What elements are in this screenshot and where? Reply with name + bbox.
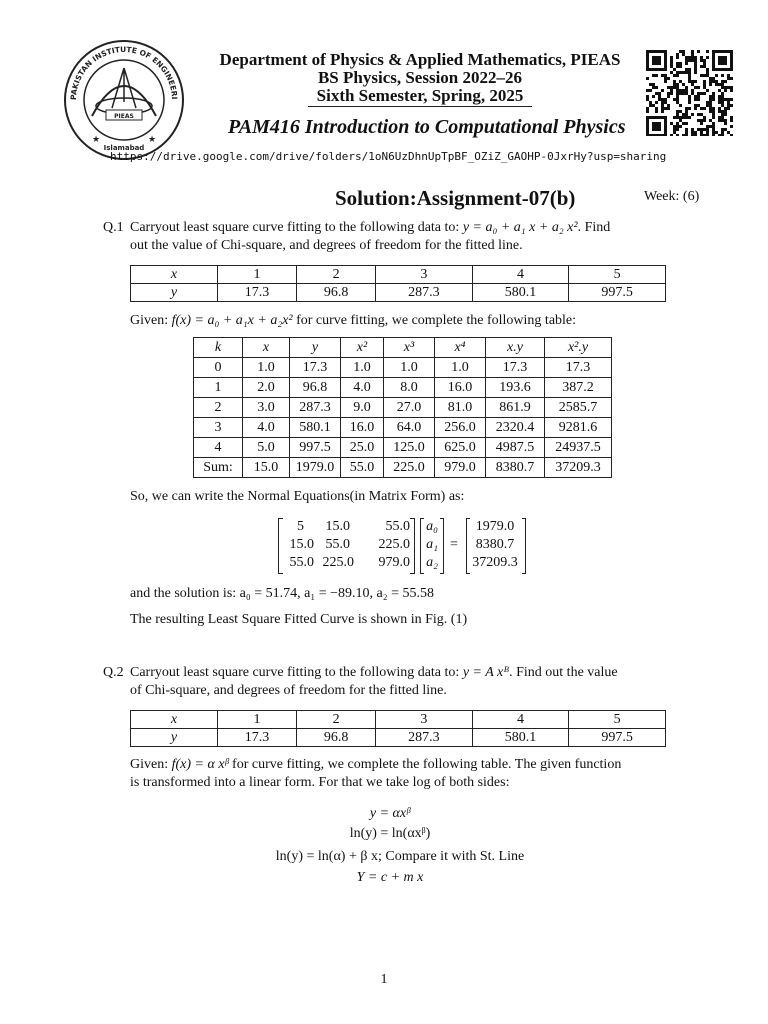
table-cell: 96.8 (297, 284, 376, 302)
matrix-cell: 225.0 (322, 555, 354, 570)
table-cell: 27.0 (384, 398, 435, 418)
unknown-cell: a₁ (426, 537, 438, 552)
matrix-cell: 55.0 (325, 537, 350, 552)
table-cell: 225.0 (384, 458, 435, 478)
column-header: y (290, 338, 341, 358)
matrix-cell: 15.0 (289, 537, 314, 552)
table-cell: 1 (194, 378, 243, 398)
table-cell: 287.3 (290, 398, 341, 418)
table-cell: 580.1 (472, 284, 569, 302)
table-cell: 37209.3 (545, 458, 612, 478)
table-cell: 4 (472, 266, 569, 284)
sum-row (194, 458, 612, 478)
table-cell: 193.6 (486, 378, 545, 398)
q1-computation-table (193, 337, 612, 478)
table-cell: 17.3 (486, 358, 545, 378)
q1-data-table (130, 265, 666, 302)
q2-equation-1: y = αxᵝ (369, 806, 411, 821)
equals-sign: = (450, 537, 458, 552)
pieas-logo (62, 38, 186, 162)
table-row (131, 284, 666, 302)
matrix-cell: 15.0 (325, 519, 350, 534)
table-row (131, 729, 666, 747)
table-cell: 55.0 (341, 458, 384, 478)
svg-text:Islamabad: Islamabad (103, 144, 145, 152)
svg-text:★: ★ (148, 134, 157, 144)
q1-prompt: Carryout least square curve fitting to the following data to: y = a₀ + a₁ x + a₂ x². Find out the value of Chi-square, and degrees of freedom for the fitted line. (130, 220, 611, 253)
week-label: Week: (6) (644, 189, 700, 204)
rhs-cell: 37209.3 (472, 555, 518, 570)
table-cell: 4 (194, 438, 243, 458)
qr-code (646, 50, 734, 136)
matrix-cell: 55.0 (385, 519, 410, 534)
column-header: x³ (384, 338, 435, 358)
table-cell: 580.1 (472, 729, 569, 747)
table-cell: 9281.6 (545, 418, 612, 438)
table-cell: 1.0 (384, 358, 435, 378)
table-cell: 2585.7 (545, 398, 612, 418)
course-title: PAM416 Introduction to Computational Physics (228, 116, 626, 138)
q2-given: Given: f(x) = α xᵝ for curve fitting, we complete the following table. The given function is transformed into a linear form. For that we take log of both sides: (130, 757, 622, 790)
table-cell: 861.9 (486, 398, 545, 418)
column-header: x² (341, 338, 384, 358)
table-cell: 81.0 (435, 398, 486, 418)
table-cell: 1.0 (341, 358, 384, 378)
q1-matrix-equation (278, 518, 528, 574)
table-row (131, 266, 666, 284)
table-cell: 3 (376, 266, 473, 284)
table-row (194, 418, 612, 438)
matrix-cell: 55.0 (289, 555, 314, 570)
table-cell: 997.5 (290, 438, 341, 458)
q2-data-table (130, 710, 666, 747)
matrix-bracket (410, 518, 415, 574)
matrix-cell: 5 (297, 519, 304, 534)
table-cell: y (131, 284, 218, 302)
table-cell: 64.0 (384, 418, 435, 438)
table-cell: 15.0 (243, 458, 290, 478)
table-cell: 5 (569, 711, 666, 729)
rhs-bracket (522, 518, 526, 574)
table-cell: 9.0 (341, 398, 384, 418)
q2-equation-4: Y = c + m x (356, 870, 424, 885)
session-line: BS Physics, Session 2022–26 (317, 68, 523, 87)
table-cell: 17.3 (290, 358, 341, 378)
rhs-cell: 8380.7 (475, 537, 515, 552)
table-cell: 17.3 (218, 729, 297, 747)
table-cell: 4.0 (243, 418, 290, 438)
table-cell: 2320.4 (486, 418, 545, 438)
table-cell: 1.0 (435, 358, 486, 378)
unknown-cell: a₂ (426, 555, 438, 570)
matrix-cell: 225.0 (378, 537, 410, 552)
rhs-cell: 1979.0 (475, 519, 515, 534)
table-cell: 256.0 (435, 418, 486, 438)
table-cell: 96.8 (297, 729, 376, 747)
department-line: Department of Physics & Applied Mathematics, PIEAS (219, 50, 621, 69)
q1-normal-eq-text: So, we can write the Normal Equations(in Matrix Form) as: (130, 489, 465, 504)
q1-figure-ref: The resulting Least Square Fitted Curve is shown in Fig. (1) (130, 612, 468, 627)
table-cell: 387.2 (545, 378, 612, 398)
svg-text:PIEAS: PIEAS (114, 113, 134, 120)
table-cell: 1979.0 (290, 458, 341, 478)
table-header-row (194, 338, 612, 358)
table-cell: 2.0 (243, 378, 290, 398)
table-cell: 1.0 (243, 358, 290, 378)
table-cell: 1 (218, 711, 297, 729)
table-cell: 997.5 (569, 729, 666, 747)
table-cell: 979.0 (435, 458, 486, 478)
column-header: x².y (545, 338, 612, 358)
table-cell: 96.8 (290, 378, 341, 398)
q2-prompt: Carryout least square curve fitting to the following data to: y = A xᴮ. Find out the value of Chi-square, and degrees of freedom for the fitted line. (130, 665, 618, 698)
table-cell: 997.5 (569, 284, 666, 302)
table-cell: 4 (472, 711, 569, 729)
table-cell: y (131, 729, 218, 747)
header-rule (308, 106, 532, 107)
table-cell: 2 (297, 266, 376, 284)
svg-text:★: ★ (92, 134, 101, 144)
table-cell: x (131, 711, 218, 729)
table-cell: Sum: (194, 458, 243, 478)
table-cell: 3 (194, 418, 243, 438)
table-cell: 8.0 (384, 378, 435, 398)
q2-equation-3: ln(y) = ln(α) + β x; Compare it with St. Line (275, 849, 525, 864)
table-row (194, 438, 612, 458)
matrix-cell: 979.0 (378, 555, 410, 570)
table-cell: 1 (218, 266, 297, 284)
table-row (194, 398, 612, 418)
column-header: k (194, 338, 243, 358)
table-cell: 0 (194, 358, 243, 378)
q1-given: Given: f(x) = a₀ + a₁x + a₂x² for curve fitting, we complete the following table: (130, 313, 577, 328)
q2-equation-2: ln(y) = ln(αxᵝ) (349, 826, 431, 841)
column-header: x (243, 338, 290, 358)
table-cell: 125.0 (384, 438, 435, 458)
table-cell: 3.0 (243, 398, 290, 418)
table-cell: 17.3 (218, 284, 297, 302)
table-cell: 16.0 (435, 378, 486, 398)
column-header: x⁴ (435, 338, 486, 358)
table-cell: 625.0 (435, 438, 486, 458)
table-cell: 24937.5 (545, 438, 612, 458)
table-row (194, 378, 612, 398)
table-cell: x (131, 266, 218, 284)
table-cell: 5.0 (243, 438, 290, 458)
table-cell: 17.3 (545, 358, 612, 378)
table-cell: 3 (376, 711, 473, 729)
table-cell: 4.0 (341, 378, 384, 398)
table-row (194, 358, 612, 378)
table-cell: 5 (569, 266, 666, 284)
table-cell: 287.3 (376, 729, 473, 747)
table-cell: 4987.5 (486, 438, 545, 458)
semester-line: Sixth Semester, Spring, 2025 (316, 86, 524, 105)
table-cell: 25.0 (341, 438, 384, 458)
q1-number: Q.1 (103, 220, 124, 235)
q1-solution: and the solution is: a₀ = 51.74, a₁ = −89.10, a₂ = 55.58 (130, 586, 435, 601)
table-cell: 2 (297, 711, 376, 729)
table-cell: 2 (194, 398, 243, 418)
page-number: 1 (380, 972, 388, 987)
table-cell: 580.1 (290, 418, 341, 438)
page-title: Solution:Assignment-07(b) (335, 186, 576, 210)
drive-link[interactable]: https://drive.google.com/drive/folders/1oN6UzDhnUpTpBF_OZiZ_GAOHP-0JxrHy?usp=sharing (110, 150, 667, 163)
table-cell: 8380.7 (486, 458, 545, 478)
column-header: x.y (486, 338, 545, 358)
q2-number: Q.2 (103, 665, 124, 680)
table-cell: 287.3 (376, 284, 473, 302)
table-cell: 16.0 (341, 418, 384, 438)
table-row (131, 711, 666, 729)
svg-text:PAKISTAN INSTITUTE OF ENGINEER: PAKISTAN INSTITUTE OF ENGINEERI (68, 44, 180, 101)
unknown-cell: a₀ (426, 519, 438, 534)
